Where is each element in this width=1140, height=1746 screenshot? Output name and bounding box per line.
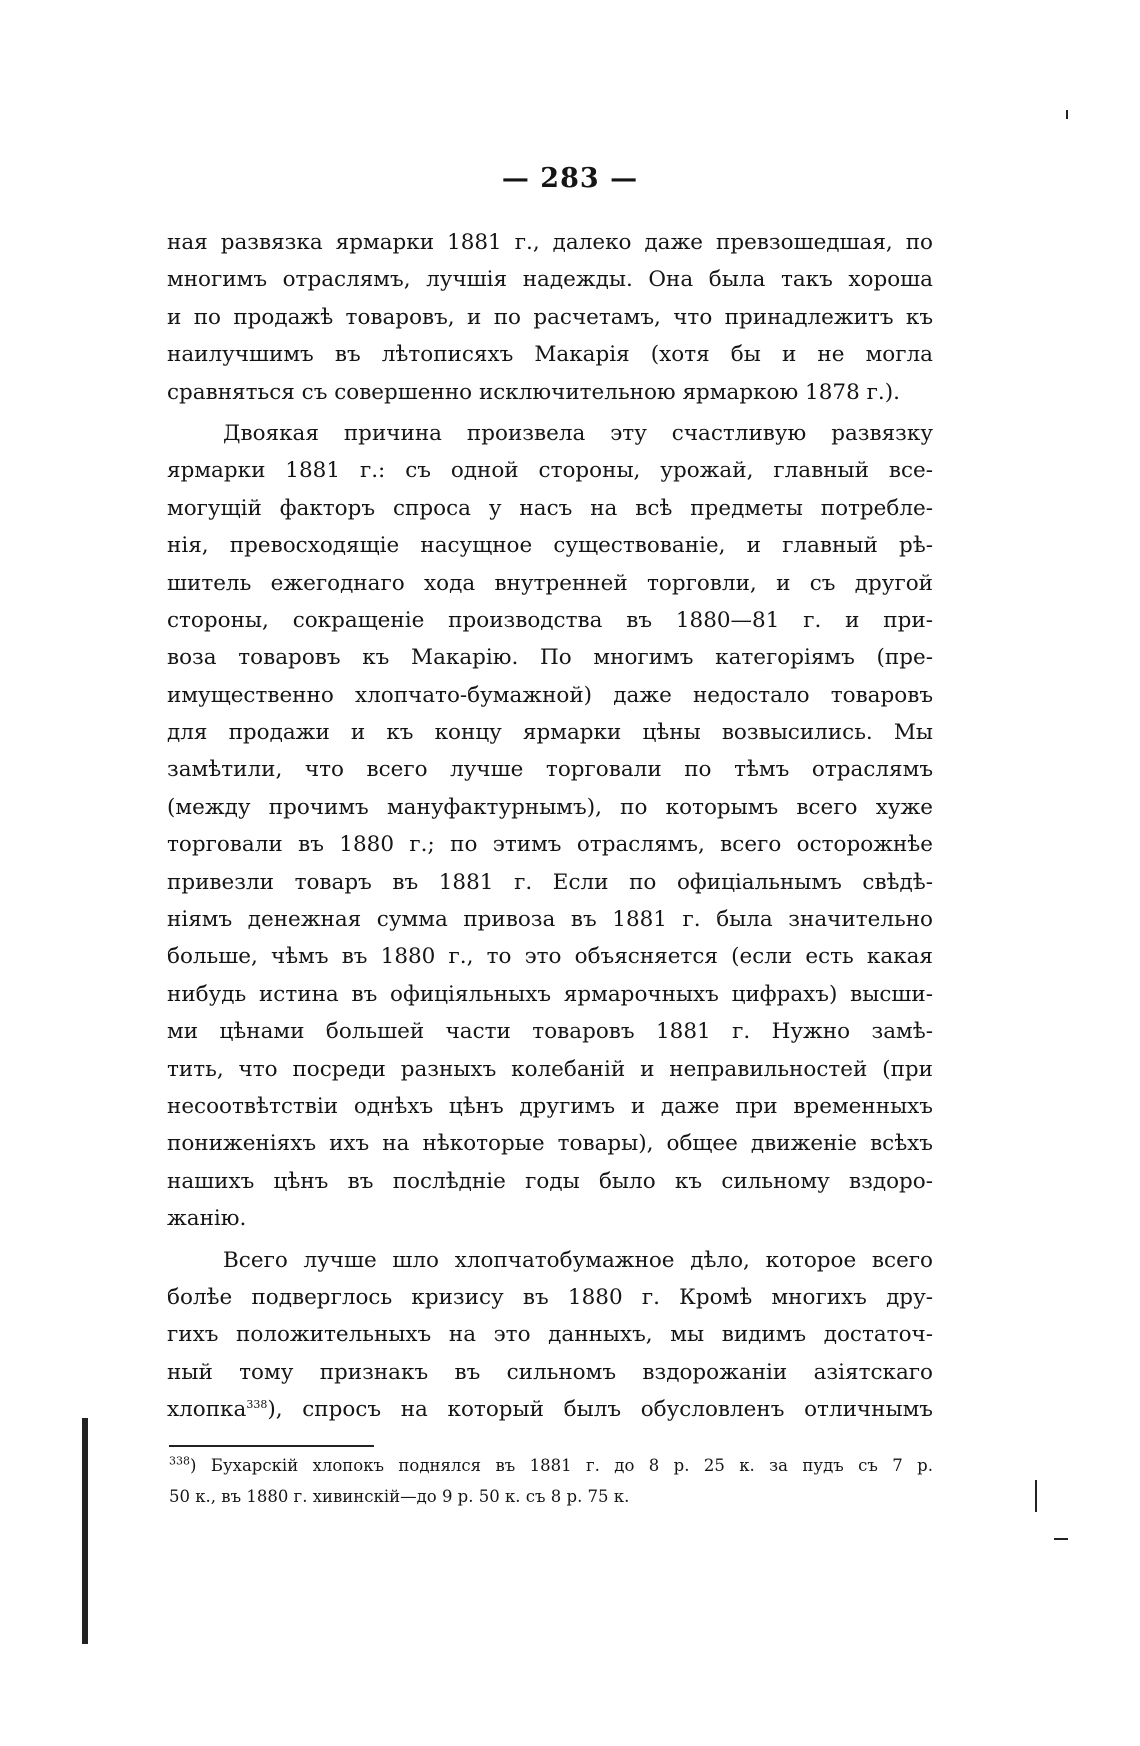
text-line: ярмарки 1881 г.: съ одной стороны, урожай, главный все- [167,458,933,484]
text-line: привезли товаръ въ 1881 г. Если по офиціальнымъ свѣдѣ- [167,869,933,895]
text-line: сравняться съ совершенно исключительною ярмаркою 1878 г.). [167,379,900,405]
text-line: ми цѣнами большей части товаровъ 1881 г. Нужно замѣ- [167,1019,933,1045]
footnote-line: 50 к., въ 1880 г. хивинскій—до 9 р. 50 к. съ 8 р. 75 к. [169,1487,630,1506]
footnote-divider [169,1445,374,1447]
text-line: торговали въ 1880 г.; по этимъ отраслямъ, всего осторожнѣе [167,832,933,858]
text-line: многимъ отраслямъ, лучшія надежды. Она была такъ хороша [167,267,933,293]
text-line: нія, превосходящіе насущное существованіе, и главный рѣ- [167,533,933,559]
text-line: тить, что посреди разныхъ колебаній и неправильностей (при [167,1056,933,1082]
text-fragment: ), спросъ на который былъ обусловленъ отличнымъ [267,1397,933,1423]
text-line: ный тому признакъ въ сильномъ вздорожаніи азіятскаго [167,1359,933,1385]
text-line: ніямъ денежная сумма привоза въ 1881 г. была значительно [167,907,933,933]
text-line: больше, чѣмъ въ 1880 г., то это объясняется (если есть какая [167,944,933,970]
binding-edge-mark [82,1418,88,1644]
text-line: наилучшимъ въ лѣтописяхъ Макарія (хотя бы и не могла [167,342,933,368]
text-line: ная развязка ярмарки 1881 г., далеко даже превзошедшая, по [167,230,933,255]
text-line: жанію. [167,1206,247,1232]
footnote [169,1450,933,1512]
text-line: воза товаровъ къ Макарію. По многимъ категоріямъ (пре- [167,645,933,671]
main-text [167,224,933,1429]
text-line [167,1391,933,1428]
text-line: несоотвѣтствіи однѣхъ цѣнъ другимъ и даже при временныхъ [167,1093,933,1119]
text-line: стороны, сокращеніе производства въ 1880—81 г. и при- [167,607,933,633]
text-line: имущественно хлопчато-бумажной) даже недостало товаровъ [167,682,933,708]
margin-mark [1054,1538,1068,1540]
text-line: болѣе подверглось кризису въ 1880 г. Кромѣ многихъ дру- [167,1284,933,1310]
text-line: и по продажѣ товаровъ, и по расчетамъ, что принадлежитъ къ [167,304,933,330]
text-line: гихъ положительныхъ на это данныхъ, мы видимъ достаточ- [167,1322,933,1348]
text-line: (между прочимъ мануфактурнымъ), по которымъ всего хуже [167,794,933,820]
text-line: замѣтили, что всего лучше торговали по тѣмъ отраслямъ [167,757,933,783]
footnote-ref: 338 [246,1397,268,1411]
text-line: пониженіяхъ ихъ на нѣкоторые товары), общее движеніе всѣхъ [167,1131,933,1157]
text-line: шитель ежегоднаго хода внутренней торговли, и съ другой [167,570,933,596]
text-line: Двоякая причина произвела эту счастливую развязку [223,420,933,446]
page-number: — 283 — [501,163,639,194]
text-line: могущій факторъ спроса у насъ на всѣ предметы потребле- [167,495,933,521]
margin-mark [1035,1480,1037,1512]
text-fragment: хлопка [167,1397,247,1423]
text-line: нашихъ цѣнъ въ послѣдніе годы было къ сильному вздоро- [167,1168,933,1194]
footnote-line [169,1450,933,1481]
margin-mark [1066,110,1068,119]
text-line: для продажи и къ концу ярмарки цѣны возвысились. Мы [167,720,933,746]
footnote-marker: 338 [169,1454,190,1468]
text-line: Всего лучше шло хлопчатобумажное дѣло, которое всего [223,1247,933,1273]
footnote-text: ) Бухарскій хлопокъ поднялся въ 1881 г. до 8 р. 25 к. за пудъ съ 7 р. [190,1456,933,1475]
text-line: нибудь истина въ офиціяльныхъ ярмарочныхъ цифрахъ) высши- [167,981,933,1007]
